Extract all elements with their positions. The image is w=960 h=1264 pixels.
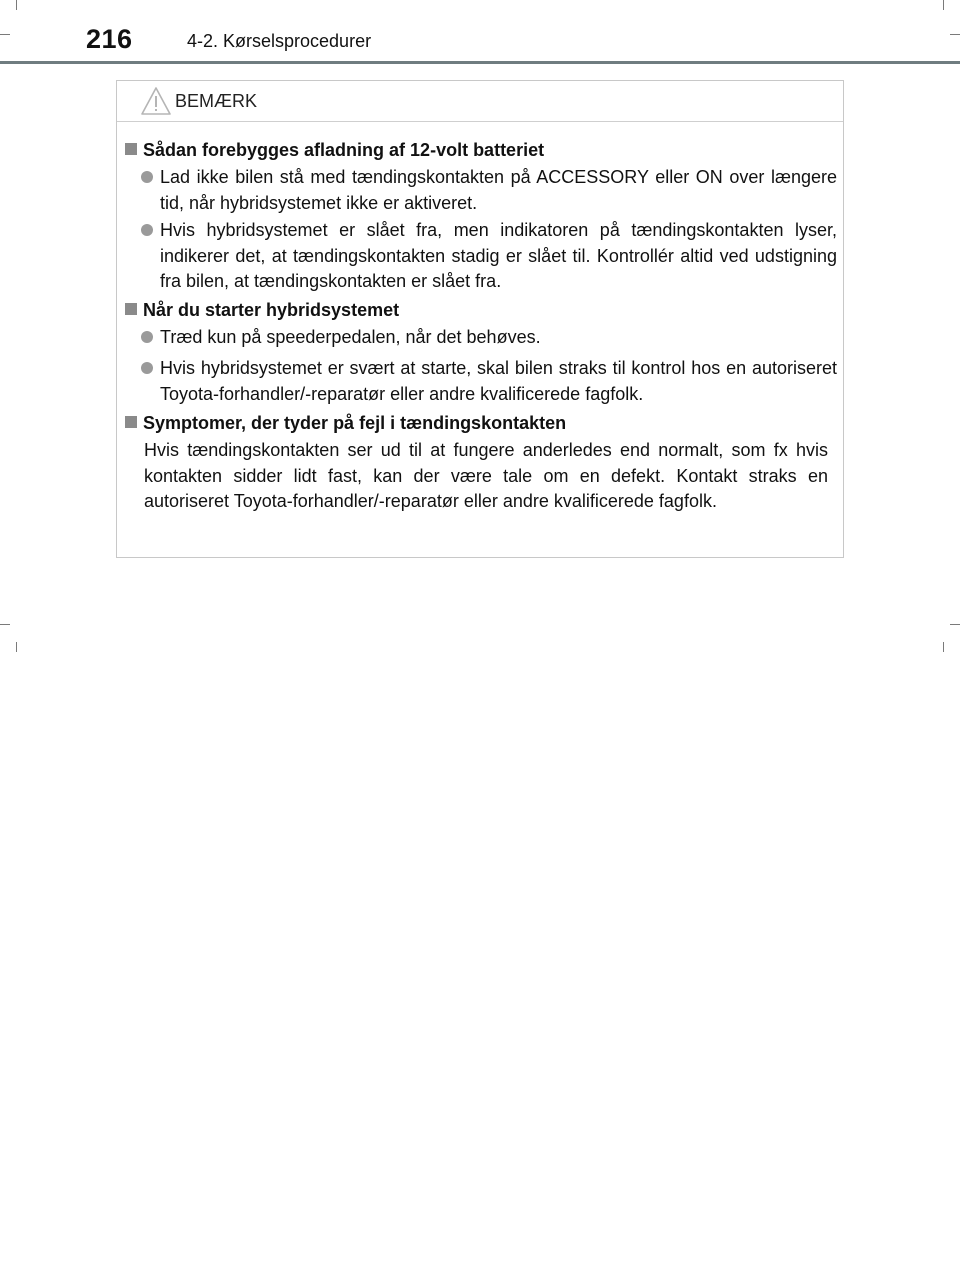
crop-mark <box>0 624 10 625</box>
header-rule <box>0 61 960 64</box>
bullet-dot-icon <box>141 224 153 236</box>
list-item: Lad ikke bilen stå med tændingskontakten på ACCESSORY eller ON over længere tid, når hybridsystemet ikke er aktiveret. <box>141 165 837 216</box>
list-item: Træd kun på speederpedalen, når det behøves. <box>141 325 837 351</box>
section-paragraph: Hvis tændingskontakten ser ud til at fungere anderledes end normalt, som fx hvis kontakten sidder lidt fast, kan der være tale om en defekt. Kontakt straks en autoriseret Toyota-forhandler/-reparatør eller andre kvalificerede fagfolk. <box>144 440 828 511</box>
warning-triangle-icon <box>139 85 173 117</box>
notice-header <box>117 81 843 122</box>
section-title: Symptomer, der tyder på fejl i tændingskontakten <box>125 411 566 435</box>
list-item: Hvis hybridsystemet er slået fra, men indikatoren på tændingskontakten lyser, indikerer det, at tændingskontakten stadig er slået til. Kontrollér altid ved udstigning fra bilen, at tændingskontakten er slået fra. <box>141 218 837 295</box>
crop-mark <box>950 624 960 625</box>
list-item: Hvis hybridsystemet er svært at starte, skal bilen straks til kontrol hos en autoriseret Toyota-forhandler/-reparatør eller andre kvalificerede fagfolk. <box>141 356 837 407</box>
section-title: Når du starter hybridsystemet <box>125 298 399 322</box>
square-bullet-icon <box>125 416 137 428</box>
notice-box <box>116 80 844 558</box>
crop-mark <box>16 642 17 652</box>
section-title: Sådan forebygges afladning af 12-volt batteriet <box>125 138 544 162</box>
chapter-title: 4-2. Kørselsprocedurer <box>187 31 372 51</box>
square-bullet-icon <box>125 303 137 315</box>
crop-mark <box>943 642 944 652</box>
bullet-dot-icon <box>141 362 153 374</box>
square-bullet-icon <box>125 143 137 155</box>
page-header <box>0 0 960 66</box>
page-number: 216 <box>86 24 133 54</box>
notice-title: BEMÆRK <box>175 91 258 111</box>
bullet-dot-icon <box>141 331 153 343</box>
bullet-dot-icon <box>141 171 153 183</box>
